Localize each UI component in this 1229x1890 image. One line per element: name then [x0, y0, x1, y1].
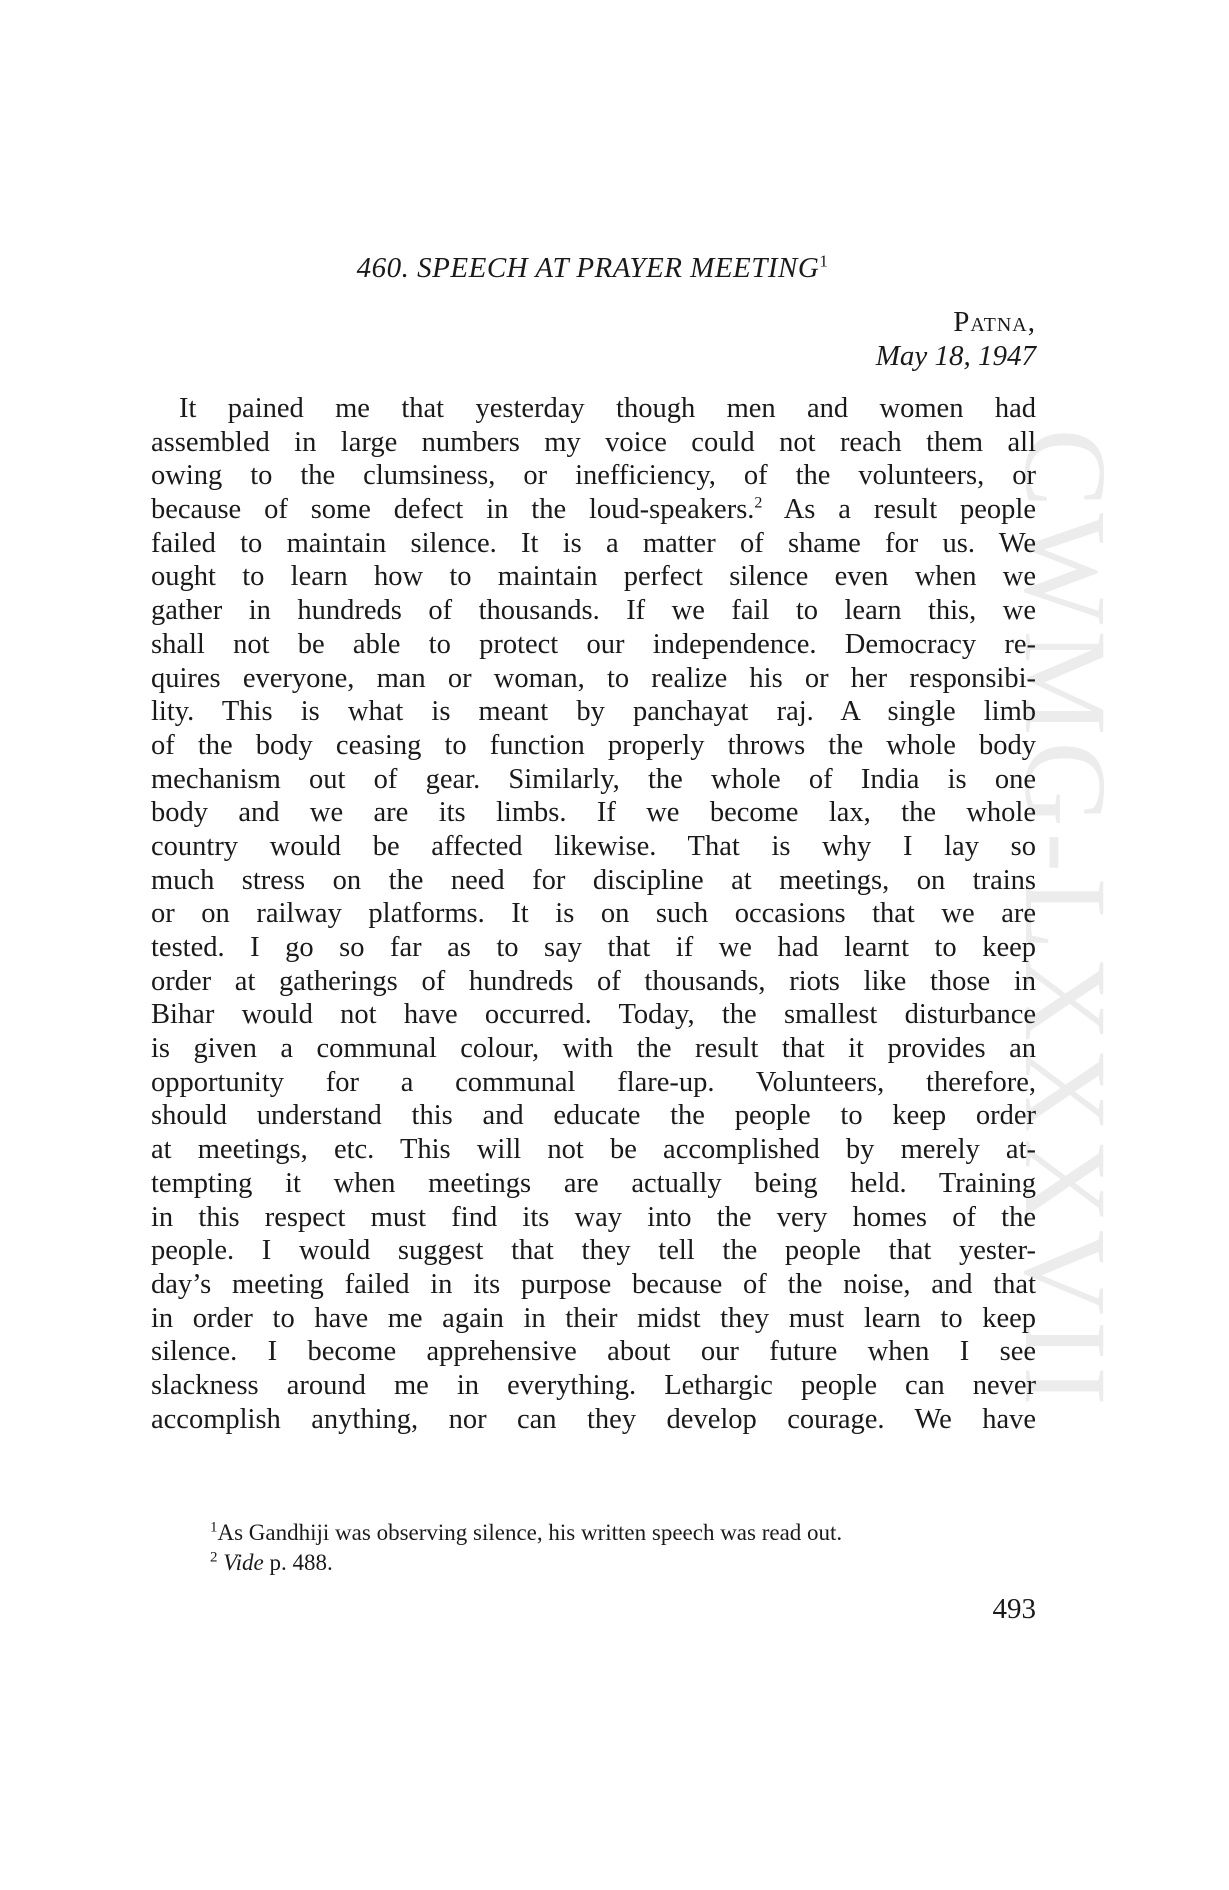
footnote-vide: Vide [223, 1550, 264, 1575]
body-line-text: in order to have me again in their midst they must learn to keep [151, 1302, 1036, 1334]
body-line-text: tested. I go so far as to say that if we had learnt to keep [151, 932, 1036, 963]
body-line [151, 527, 1036, 561]
watermark-text: CWMG-LXXXVII [1000, 428, 1131, 1412]
body-line [151, 1335, 1036, 1369]
body-line-text: It pained me that yesterday though men and women had [179, 393, 1036, 424]
body-line-text: is given a communal colour, with the result that it provides an [151, 1033, 1036, 1065]
heading-footnote-ref: 1 [819, 251, 829, 271]
dateline-date: May 18, 1947 [875, 340, 1036, 372]
body-line-text: lity. This is what is meant by panchayat raj. A single limb [151, 696, 1036, 728]
body-line-text: people. I would suggest that they tell the people that yester- [151, 1235, 1036, 1267]
body-line [151, 897, 1036, 931]
body-line [151, 493, 1036, 527]
body-line-text: owing to the clumsiness, or inefficiency, of the volunteers, or [151, 460, 1036, 492]
body-line [151, 662, 1036, 696]
body-line [151, 594, 1036, 628]
body-line-text: body and we are its limbs. If we become lax, the whole [151, 797, 1036, 829]
body-line-text: at meetings, etc. This will not be accomplished by merely at- [151, 1134, 1036, 1166]
body-line [151, 695, 1036, 729]
body-line [151, 1099, 1036, 1133]
body-line-text: shall not be able to protect our independence. Democracy re- [151, 628, 1036, 660]
body-line [151, 864, 1036, 898]
body-line [151, 1133, 1036, 1167]
footnote-2 [210, 1548, 1010, 1578]
page-number: 493 [992, 1593, 1036, 1625]
footnote-text: p. 488. [263, 1550, 333, 1575]
body-line-text: accomplish anything, nor can they develop courage. We have [151, 1403, 1036, 1435]
body-line [151, 1167, 1036, 1201]
body-line-text: slackness around me in everything. Lethargic people can never [151, 1369, 1036, 1401]
body-line-text: tempting it when meetings are actually being held. Training [151, 1167, 1036, 1199]
body-line [151, 560, 1036, 594]
body-line [151, 426, 1036, 460]
speech-body [151, 392, 1036, 1436]
body-line-text: ought to learn how to maintain perfect silence even when we [151, 561, 1036, 593]
body-line [151, 1201, 1036, 1235]
body-line-text: mechanism out of gear. Similarly, the whole of India is one [151, 763, 1036, 795]
body-line-text: Bihar would not have occurred. Today, the smallest disturbance [151, 999, 1036, 1031]
footnote-1 [210, 1518, 1010, 1548]
body-line [151, 931, 1036, 965]
body-line [151, 459, 1036, 493]
body-line-text: opportunity for a communal flare-up. Volunteers, therefore, [151, 1066, 1036, 1098]
body-line [151, 628, 1036, 662]
footnotes [210, 1518, 1010, 1578]
dateline-place: Patna, [953, 306, 1036, 338]
body-line-text: or on railway platforms. It is on such occasions that we are [151, 898, 1036, 930]
body-line [151, 1234, 1036, 1268]
body-line [151, 796, 1036, 830]
footnote-ref: 2 [754, 494, 763, 512]
body-line-text: order at gatherings of hundreds of thousands, riots like those in [151, 965, 1036, 997]
body-line [151, 1403, 1036, 1437]
body-line-text: silence. I become apprehensive about our future when I see [151, 1336, 1036, 1368]
body-line [151, 1369, 1036, 1403]
body-line-text: gather in hundreds of thousands. If we fail to learn this, we [151, 595, 1036, 627]
body-line [151, 998, 1036, 1032]
body-line [151, 392, 1036, 426]
body-line-text: quires everyone, man or woman, to realize his or her responsibi- [151, 662, 1036, 694]
body-line [151, 1302, 1036, 1336]
body-line-text: day’s meeting failed in its purpose because of the noise, and that [151, 1268, 1036, 1300]
body-line-text: assembled in large numbers my voice could not reach them all [151, 426, 1036, 458]
body-line-text: As a result people [762, 494, 1036, 526]
body-line-text: should understand this and educate the people to keep order [151, 1100, 1036, 1132]
body-line-text: failed to maintain silence. It is a matter of shame for us. We [151, 527, 1036, 559]
body-line [151, 1268, 1036, 1302]
body-line-text: much stress on the need for discipline at meetings, on trains [151, 864, 1036, 896]
footnote-text: As Gandhiji was observing silence, his written speech was read out. [217, 1520, 843, 1545]
heading-number: 460. [356, 252, 410, 284]
body-line-text: because of some defect in the loud-speakers. [151, 494, 755, 526]
body-line [151, 965, 1036, 999]
body-line [151, 729, 1036, 763]
body-line [151, 1066, 1036, 1100]
body-line-text: of the body ceasing to function properly throws the whole body [151, 729, 1036, 761]
footnote-number: 1 [210, 1519, 218, 1536]
speech-heading [150, 252, 1035, 285]
body-line [151, 1032, 1036, 1066]
body-line-text: in this respect must find its way into the very homes of the [151, 1201, 1036, 1233]
heading-title: SPEECH AT PRAYER MEETING [417, 252, 820, 284]
body-line [151, 763, 1036, 797]
footnote-number: 2 [210, 1549, 218, 1566]
body-line-text: country would be affected likewise. That is why I lay so [151, 830, 1036, 862]
body-line [151, 830, 1036, 864]
